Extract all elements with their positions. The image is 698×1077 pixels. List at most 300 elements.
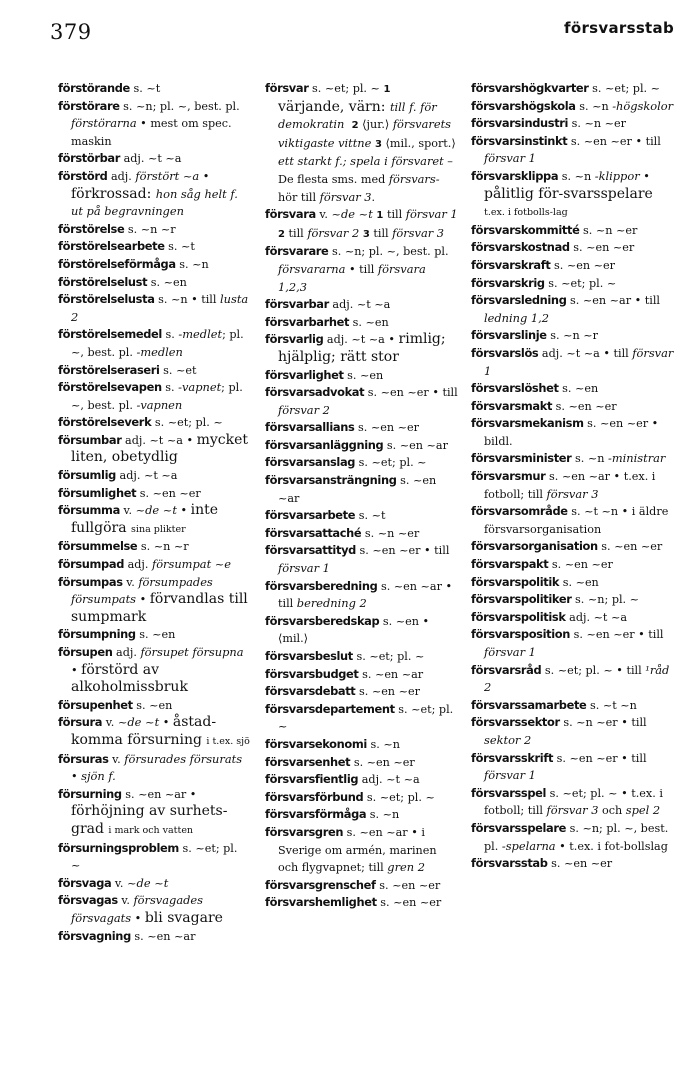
dictionary-entry: [265, 771, 458, 789]
entry-italic: hon såg helt f. ut på begravningen: [71, 186, 242, 219]
entry-text: s. ~et; pl. ~: [355, 456, 427, 470]
entry-text: s. ~en ~er • till: [553, 751, 651, 765]
entry-text: v.: [117, 894, 134, 908]
dictionary-entry: [58, 150, 250, 168]
headword: försvarspolitik: [471, 574, 560, 589]
dictionary-entry: [58, 714, 250, 750]
dictionary-entry: [265, 419, 458, 437]
entry-text: s. ~n: [175, 257, 209, 271]
entry-text: s. ~en ~ar •: [121, 787, 200, 801]
entry-text: s. ~n ~er: [568, 117, 627, 131]
headword: försvarshögkvarter: [471, 81, 589, 95]
entry-italic: försvar 1: [278, 561, 330, 576]
entry-text: v.: [108, 752, 125, 766]
headword: försumpad: [58, 557, 125, 572]
sense-number: 2: [351, 120, 359, 132]
dictionary-entry: [471, 115, 676, 133]
dictionary-entry: [58, 291, 250, 326]
headword: försvaga: [58, 875, 112, 890]
dictionary-entry: [58, 274, 250, 292]
entry-italic: sektor 2: [484, 732, 532, 747]
dictionary-entry: [58, 786, 250, 840]
definition: förvandlas till sumpmark: [71, 591, 253, 625]
entry-text: till: [369, 226, 393, 240]
dictionary-entry: [471, 275, 676, 293]
entry-text: s. ~en ~ar • i Sverige om armén, marinen och flygvapnet; till: [278, 825, 441, 875]
headword: försvarskraft: [471, 257, 551, 272]
entry-text: s. ~en ~ar: [358, 667, 424, 681]
headword: försvarsförmåga: [265, 807, 367, 822]
dictionary-entry: [265, 806, 458, 824]
dictionary-entry: [471, 133, 676, 168]
headword: försvarsanläggning: [265, 437, 384, 452]
entry-italic: ~de ~t: [135, 503, 177, 518]
entry-text: • till: [345, 262, 378, 276]
entry-text: adj. ~t ~a •: [323, 333, 399, 347]
entry-text: s.: [161, 381, 179, 395]
headword: förstörelseverk: [58, 415, 152, 430]
entry-text: adj. ~t ~a: [120, 152, 182, 166]
entry-italic: försupet försupna: [140, 645, 244, 659]
entry-text: s. ~n: [366, 808, 400, 822]
entry-text: s. ~n; pl. ~: [571, 593, 640, 607]
entry-text: adj.: [112, 646, 141, 659]
headword: försvarsstab: [471, 856, 548, 871]
dictionary-entry: [265, 331, 458, 366]
dictionary-entry: [471, 380, 676, 398]
dictionary-entry: [58, 875, 250, 893]
entry-text: ⟨jur.⟩: [358, 118, 393, 132]
entry-italic: ledning 1,2: [484, 310, 550, 325]
entry-italic: försvars-: [388, 171, 440, 186]
entry-text: s. ~en ~er: [355, 685, 420, 699]
entry-text: s. ~t: [129, 82, 161, 95]
entry-text: s. ~n ~r: [546, 329, 598, 343]
headword: försvarsmakt: [471, 398, 553, 413]
entry-text: adj. ~t ~a: [115, 469, 178, 483]
headword: förstörbar: [58, 151, 121, 166]
entry-text: v.: [122, 575, 139, 589]
entry-text: •: [176, 504, 191, 518]
dictionary-entry: [265, 578, 458, 613]
dictionary-entry: [471, 327, 676, 345]
entry-text: s. ~n ~er • till: [559, 716, 651, 730]
dictionary-entry: [471, 222, 676, 240]
dictionary-entry: [265, 613, 458, 648]
entry-italic: -klippor: [594, 168, 640, 183]
headword: försvarskommitté: [471, 222, 580, 237]
dictionary-entry: [58, 751, 250, 786]
headword: förstörelselusta: [58, 292, 155, 307]
entry-small: t.ex. i fotbolls-lag: [484, 207, 568, 219]
dictionary-entry: [58, 840, 250, 875]
entry-text: •: [131, 911, 145, 925]
entry-text: s. ~en ~er: [136, 486, 201, 500]
entry-italic: försvararna: [278, 261, 346, 276]
dictionary-entry: [58, 644, 250, 697]
entry-text: s. ~et; pl. ~: [151, 416, 223, 430]
headword: försvarsattityd: [265, 543, 356, 558]
headword: försumbar: [58, 432, 122, 447]
dictionary-entry: [471, 609, 676, 627]
entry-italic: försvar 1: [405, 207, 462, 222]
headword: förstörelseraseri: [58, 362, 160, 377]
entry-text: – De flesta sms. med: [278, 155, 457, 186]
entry-text: s. ~en ~er: [350, 755, 415, 769]
entry-text: s. ~n ~er: [579, 223, 638, 237]
headword: försvarsadvokat: [265, 385, 365, 400]
headword: förstörelselust: [58, 274, 148, 289]
dictionary-entry: [58, 362, 250, 380]
dictionary-entry: [265, 754, 458, 772]
entry-text: s. ~n; pl. ~, best. pl.: [119, 99, 244, 113]
entry-text: v.: [111, 876, 128, 890]
headword: försvarsberedskap: [265, 613, 380, 628]
entry-text: ; pl. ~, best. pl.: [71, 328, 248, 359]
entry-text: hör till: [278, 172, 444, 204]
entry-text: s. ~en: [349, 315, 389, 329]
headword: försvarsfientlig: [265, 772, 359, 787]
entry-text: s. ~en ~er • till: [355, 544, 453, 558]
entry-text: s. ~n; pl. ~, best. pl.: [484, 821, 672, 853]
headword: försumpas: [58, 574, 123, 589]
entry-text: s. ~en ~er: [375, 878, 441, 892]
dictionary-entry: [471, 239, 676, 257]
entry-text: till: [383, 208, 406, 222]
headword: förstörelsevapen: [58, 380, 162, 395]
headword: försumlig: [58, 468, 116, 483]
entry-text: s. ~en ~ar • till: [566, 294, 664, 308]
headword: försvagas: [58, 893, 118, 908]
dictionary-entry: [265, 437, 458, 455]
sense-number: 1: [376, 210, 384, 222]
headword: försvarshemlighet: [265, 895, 377, 910]
entry-text: s. ~en ~ar: [383, 438, 448, 452]
entry-text: •: [136, 593, 150, 607]
entry-italic: försvar 1: [484, 768, 536, 783]
entry-text: s. ~en ~er: [376, 896, 442, 910]
definition: åstad-komma försurning: [71, 714, 217, 748]
entry-text: s. ~en: [132, 698, 173, 712]
headword: försvarsenhet: [265, 754, 351, 769]
entry-text: s. ~n ~er: [361, 526, 420, 540]
dictionary-entry: [265, 683, 458, 701]
entry-text: ⟨mil., sport.⟩: [381, 136, 460, 150]
dictionary-entry: [58, 238, 250, 256]
entry-italic: försvar 1: [484, 345, 677, 378]
entry-italic: -spelarna: [501, 838, 556, 853]
headword: försvarsekonomi: [265, 736, 367, 751]
entry-small: i mark och vatten: [108, 824, 194, 836]
headword: försvarssektor: [471, 715, 560, 730]
dictionary-entry: [58, 502, 250, 538]
headword: försvarsbeslut: [265, 649, 353, 663]
headword: försvarsmur: [471, 469, 546, 484]
entry-text: adj. ~t ~a: [328, 298, 391, 312]
definition: rimlig; hjälplig; rätt stor: [278, 331, 451, 365]
dictionary-entry: [471, 257, 676, 275]
dictionary-entry: [58, 168, 250, 221]
headword: försvarsallians: [265, 420, 355, 435]
dictionary-entry: [471, 697, 676, 715]
entry-text: s. ~et; pl. ~: [71, 841, 242, 873]
definition: mycket liten, obetydlig: [71, 431, 253, 466]
dictionary-entry: [58, 538, 250, 556]
dictionary-entry: [471, 556, 676, 574]
dictionary-entry: [471, 80, 676, 98]
entry-text: s. ~en ~er • till: [364, 386, 462, 400]
headword: försvarslös: [471, 345, 539, 360]
headword: försvagning: [58, 928, 131, 943]
entry-text: s. ~en ~er: [597, 540, 663, 554]
entry-text: •: [159, 716, 173, 730]
entry-italic: -medlet: [178, 327, 223, 342]
headword: försvar: [265, 81, 309, 95]
headword: försvarsråd: [471, 662, 542, 677]
dictionary-entry: [471, 750, 676, 785]
entry-italic: ¹råd 2: [484, 662, 673, 695]
dictionary-entry: [265, 314, 458, 332]
entry-text: • mest om spec. maskin: [71, 117, 236, 148]
entry-text: s. ~n; pl. ~, best. pl.: [328, 245, 453, 259]
definition: förstörd av alkoholmissbruk: [71, 661, 188, 696]
headword: försvarssamarbete: [471, 697, 587, 712]
headword: försumpning: [58, 627, 136, 642]
definition: pålitlig för-svarsspelare: [484, 185, 658, 202]
running-head: försvarsstab: [564, 19, 674, 37]
dictionary-entry: [265, 666, 458, 684]
headword: försvarsinstinkt: [471, 133, 568, 148]
dictionary-entry: [265, 206, 462, 243]
entry-italic: försvar 1: [484, 645, 536, 659]
dictionary-entry: [58, 626, 250, 644]
entry-text: s. ~t ~n: [586, 698, 637, 712]
dictionary-entry: [471, 538, 676, 556]
entry-text: adj.: [124, 558, 152, 572]
column-middle: [265, 80, 462, 912]
entry-italic: försumpades försumpats: [71, 574, 217, 607]
sense-number: 3: [362, 228, 370, 240]
entry-text: v.: [119, 504, 136, 518]
headword: försvarskostnad: [471, 240, 570, 255]
headword: försvarshögskola: [471, 98, 576, 113]
headword: försvarsanslag: [265, 455, 356, 470]
dictionary-entry: [265, 507, 458, 525]
entry-italic: ~de ~t: [331, 207, 377, 222]
entry-text: s. ~en ~er • till: [567, 134, 665, 148]
headword: försvarsspelare: [471, 820, 567, 835]
entry-text: •: [199, 169, 213, 183]
headword: försvarsarbete: [265, 508, 356, 523]
entry-text: •: [71, 752, 246, 784]
dictionary-entry: [58, 326, 250, 361]
headword: försvarsminister: [471, 451, 572, 466]
sense-number: 2: [278, 228, 285, 240]
headword: försvarsdepartement: [265, 701, 395, 716]
dictionary-entry: [58, 892, 250, 927]
headword: försvarsskrift: [471, 750, 554, 765]
dictionary-entry: [265, 525, 458, 543]
dictionary-entry: [265, 80, 458, 206]
headword: försvarsgren: [265, 824, 344, 839]
headword: försvarsposition: [471, 627, 571, 642]
entry-text: s. ~n ~r: [124, 222, 176, 236]
headword: försvarsmekanism: [471, 416, 584, 431]
dictionary-entry: [58, 221, 250, 239]
entry-italic: spel 2: [625, 803, 661, 818]
dictionary-entry: [471, 345, 676, 380]
entry-text: s. ~en ~er • bildl.: [484, 417, 662, 448]
headword: förstörelse: [58, 221, 125, 236]
entry-text: s. ~t: [164, 240, 195, 254]
entry-text: s. ~t: [355, 509, 386, 523]
dictionary-entry: [471, 591, 676, 609]
entry-text: s. ~et; pl. ~: [278, 702, 457, 734]
entry-italic: försvar 2: [278, 402, 330, 417]
headword: försvarsledning: [471, 293, 567, 308]
entry-italic: försvar 3: [319, 189, 372, 204]
headword: försvarsbudget: [265, 666, 359, 681]
definition: värjande, värn:: [278, 80, 395, 115]
dictionary-entry: [265, 367, 458, 385]
entry-italic: -ministrar: [608, 451, 666, 466]
dictionary-entry: [471, 662, 676, 697]
entry-text: s. ~et; pl. ~: [544, 276, 617, 290]
entry-text: s. ~et; pl. ~: [363, 790, 435, 804]
dictionary-entry: [58, 98, 250, 151]
dictionary-entry: [58, 485, 250, 503]
definition: förkrossad:: [71, 185, 156, 202]
entry-text: s. ~en ~er: [569, 241, 635, 255]
headword: försvarsattaché: [265, 525, 362, 540]
headword: försumlighet: [58, 485, 137, 500]
headword: försvarsspel: [471, 785, 547, 800]
entry-text: s. ~en: [559, 575, 599, 589]
entry-text: adj. ~t ~a • till: [538, 346, 633, 360]
dictionary-entry: [471, 98, 676, 116]
dictionary-entry: [265, 243, 458, 296]
headword: försvarspolitiker: [471, 592, 572, 607]
entry-italic: förstört ~a: [135, 168, 200, 183]
entry-text: s. ~en • ⟨mil.⟩: [278, 614, 433, 646]
entry-text: adj.: [107, 169, 136, 183]
headword: försvarsområde: [471, 504, 568, 519]
headword: försurningsproblem: [58, 840, 179, 855]
entry-text: s. ~et; pl. ~ • t.ex. i fotboll; till: [484, 786, 667, 818]
entry-text: s. ~en ~ar • till: [278, 579, 456, 611]
entry-text: s. ~en ~er: [550, 258, 615, 272]
dictionary-entry: [265, 701, 458, 736]
entry-text: s. ~et; pl. ~: [352, 650, 425, 663]
headword: försvarsförbund: [265, 789, 364, 804]
headword: försvarsklippa: [471, 168, 559, 183]
dictionary-entry: [471, 820, 676, 855]
dictionary-entry: [471, 450, 676, 468]
entry-text: s. ~en ~er: [354, 421, 419, 435]
headword: försvarsdebatt: [265, 684, 356, 699]
headword: försvarbarhet: [265, 314, 350, 329]
headword: försvara: [265, 207, 316, 222]
entry-italic: försurades försurats: [124, 751, 243, 766]
entry-italic: ~de ~t: [117, 715, 160, 730]
entry-text: och: [598, 804, 626, 818]
entry-text: s. ~et; pl. ~: [308, 82, 384, 95]
entry-italic: försumpat ~e: [151, 557, 232, 572]
entry-italic: lusta 2: [71, 292, 252, 324]
dictionary-entry: [58, 556, 250, 574]
dictionary-entry: [265, 296, 458, 314]
headword: försvarsgrenschef: [265, 877, 376, 892]
entry-italic: sjön f.: [81, 769, 116, 784]
page-number: 379: [50, 20, 92, 44]
dictionary-entry: [58, 467, 250, 485]
headword: försurning: [58, 786, 122, 801]
dictionary-entry: [471, 855, 676, 873]
column-right: [471, 80, 676, 873]
dictionary-entry: [471, 468, 676, 503]
entry-text: s. ~en ~ar: [130, 929, 196, 943]
dictionary-entry: [58, 414, 250, 432]
entry-italic: försvarets viktigaste vittne: [278, 117, 455, 150]
entry-text: s. ~en ~er • till: [570, 628, 668, 642]
entry-italic: försvara 1,2,3: [278, 261, 430, 294]
dictionary-entry: [265, 894, 458, 912]
headword: försvarsansträngning: [265, 473, 397, 488]
entry-text: adj. ~t ~a: [565, 610, 628, 624]
dictionary-entry: [471, 292, 676, 327]
entry-text: ; pl. ~, best. pl.: [71, 381, 247, 412]
entry-text: s. ~t ~n • i äldre försvarsorganisation: [484, 505, 672, 536]
dictionary-entry: [471, 714, 676, 749]
dictionary-entry: [265, 877, 458, 895]
dictionary-entry: [265, 789, 458, 807]
entry-text: s. ~n ~r: [137, 540, 189, 554]
entry-italic: beredning 2: [296, 596, 367, 611]
entry-text: s. ~n: [575, 99, 613, 113]
headword: förstörelsearbete: [58, 239, 165, 254]
entry-text: s. ~en ~ar: [278, 474, 440, 505]
headword: försvarspolitisk: [471, 609, 566, 624]
entry-italic: försvar 3: [392, 225, 445, 240]
entry-text: s. ~n: [366, 737, 400, 751]
headword: försvarbar: [265, 297, 329, 312]
headword: försvarsorganisation: [471, 539, 598, 554]
entry-italic: försvar 3: [546, 803, 599, 818]
entry-italic: förstörarna: [71, 116, 137, 131]
headword: försuras: [58, 751, 109, 766]
entry-italic: försvar 2: [307, 225, 363, 240]
dictionary-entry: [265, 472, 458, 507]
headword: förstörare: [58, 98, 120, 113]
dictionary-entry: [58, 431, 253, 467]
headword: försvarslinje: [471, 328, 547, 343]
entry-text: till: [284, 226, 308, 240]
entry-text: s. ~en ~er: [548, 558, 613, 572]
definition: förhöjning av surhets-grad: [71, 803, 228, 837]
dictionary-entry: [265, 824, 458, 877]
entry-text: s. ~en: [135, 628, 176, 642]
dictionary-entry: [58, 80, 250, 98]
entry-text: s. ~n • till: [154, 293, 221, 307]
entry-text: •: [71, 646, 248, 677]
dictionary-entry: [265, 542, 458, 577]
column-left: [58, 80, 253, 945]
dictionary-entry: [471, 503, 676, 538]
dictionary-entry: [58, 928, 250, 946]
headword: försvarskrig: [471, 275, 545, 290]
entry-text: • t.ex. i fot-bollslag: [555, 839, 668, 853]
headword: förstörd: [58, 168, 108, 183]
